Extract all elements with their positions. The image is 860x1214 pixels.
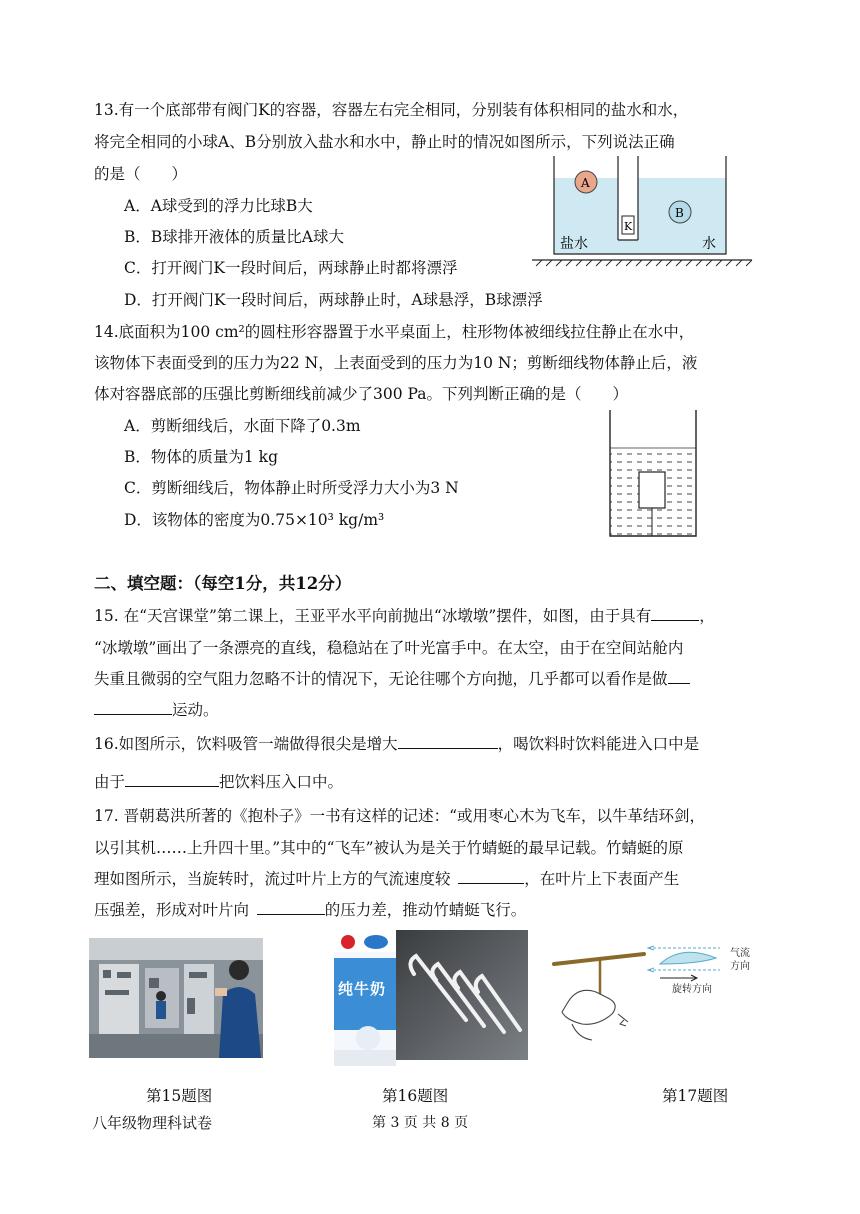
q14-line2: 该物体下表面受到的压力为22 N，上表面受到的压力为10 N；剪断细线物体静止后，液 — [94, 354, 698, 372]
q16-line2: 由于 把饮料压入口中。 — [94, 773, 344, 791]
q16-milk-carton-photo — [334, 930, 396, 1066]
airflow-label-2: 方向 — [730, 961, 750, 972]
ball-a-label: A — [581, 176, 590, 190]
airfoil-icon — [660, 952, 716, 964]
q13-option-a: A．A球受到的浮力比球B大 — [124, 197, 313, 215]
valve-label: K — [624, 220, 633, 233]
saltwater-label: 盐水 — [560, 236, 588, 252]
caption-fig16: 第16题图 — [382, 1087, 449, 1105]
q14-line3: 体对容器底部的压强比剪断细线前减少了300 Pa。下列判断正确的是（ ） — [94, 385, 628, 403]
q17-blank-1[interactable] — [458, 869, 524, 884]
q15-blank-1[interactable] — [651, 606, 699, 621]
q15-line4: 运动。 — [94, 698, 219, 720]
q15-line1: 15. 在“天宫课堂”第二课上，王亚平水平向前抛出“冰墩墩”摆件，如图，由于具有 ， — [94, 607, 715, 625]
section-title: 二、填空题：（每空1分，共12分） — [94, 574, 352, 593]
q15-space-station-photo — [89, 938, 263, 1058]
cylindrical-object-icon — [639, 472, 665, 508]
q17-line1: 17. 晋朝葛洪所著的《抱朴子》一书有这样的记述：“或用枣心木为飞车，以牛革结环剑， — [94, 807, 706, 825]
ball-b-label: B — [675, 206, 684, 220]
hand-icon — [562, 990, 615, 1024]
q14-container-figure — [606, 410, 702, 540]
q13-option-d: D．打开阀门K一段时间后，两球静止时，A球悬浮，B球漂浮 — [124, 291, 543, 309]
q14-option-a: A．剪断细线后，水面下降了0.3m — [124, 417, 361, 435]
q13-line2: 将完全相同的小球A、B分别放入盐水和水中，静止时的情况如图所示，下列说法正确 — [94, 133, 675, 151]
q17-line2: 以引其机……上升四十里。”其中的“飞车”被认为是关于竹蜻蜓的最早记载。竹蜻蜓的原 — [94, 839, 684, 857]
q17-line3: 理如图所示，当旋转时，流过叶片上方的气流速度较 ，在叶片上下表面产生 — [94, 870, 680, 888]
q16-straws-photo — [396, 930, 528, 1060]
q13-option-c: C．打开阀门K一段时间后，两球静止时都将漂浮 — [124, 259, 458, 277]
q13-line3: 的是（ ） — [94, 165, 188, 183]
q15-line2: “冰墩墩”画出了一条漂亮的直线，稳稳站在了叶光富手中。在太空，由于在空间站舱内 — [94, 639, 684, 657]
q16-blank-2[interactable] — [125, 772, 219, 787]
footer-subject: 八年级物理科试卷 — [92, 1114, 213, 1132]
q14-line1: 14.底面积为100 cm²的圆柱形容器置于水平桌面上，柱形物体被细线拉住静止在水中， — [94, 323, 695, 341]
caption-fig15: 第15题图 — [146, 1087, 213, 1105]
airflow-label-1: 气流 — [730, 948, 750, 959]
q14-option-c: C．剪断细线后，物体静止时所受浮力大小为3 N — [124, 479, 459, 497]
q14-option-b: B．物体的质量为1 kg — [124, 448, 278, 466]
milk-carton-label: 纯牛奶 — [338, 980, 387, 998]
q17-blank-2[interactable] — [257, 900, 325, 915]
q14-option-d: D．该物体的密度为0.75×10³ kg/m³ — [124, 511, 385, 529]
q15-blank-2a[interactable] — [668, 669, 690, 684]
rotation-label: 旋转方向 — [672, 984, 712, 995]
ground-hatching — [536, 260, 752, 266]
q17-line4: 压强差，形成对叶片向 的压力差，推动竹蜻蜓飞行。 — [94, 901, 527, 919]
q15-line3: 失重且微弱的空气阻力忽略不计的情况下，无论往哪个方向抛，几乎都可以看作是做 — [94, 667, 690, 689]
q16-line1: 16.如图所示，饮料吸管一端做得很尖是增大 ，喝饮料时饮料能进入口中是 — [94, 735, 700, 753]
q13-option-b: B．B球排开液体的质量比A球大 — [124, 228, 344, 246]
caption-fig17: 第17题图 — [662, 1087, 729, 1105]
q16-blank-1[interactable] — [398, 734, 498, 749]
q15-blank-2b[interactable] — [94, 700, 172, 715]
q13-container-figure — [530, 156, 758, 268]
footer-page-number: 第 3 页 共 8 页 — [372, 1115, 469, 1131]
q17-dragonfly-figure — [548, 940, 764, 1050]
q13-line1: 13.有一个底部带有阀门K的容器，容器左右完全相同，分别装有体积相同的盐水和水， — [94, 101, 689, 119]
water-label: 水 — [702, 236, 716, 252]
